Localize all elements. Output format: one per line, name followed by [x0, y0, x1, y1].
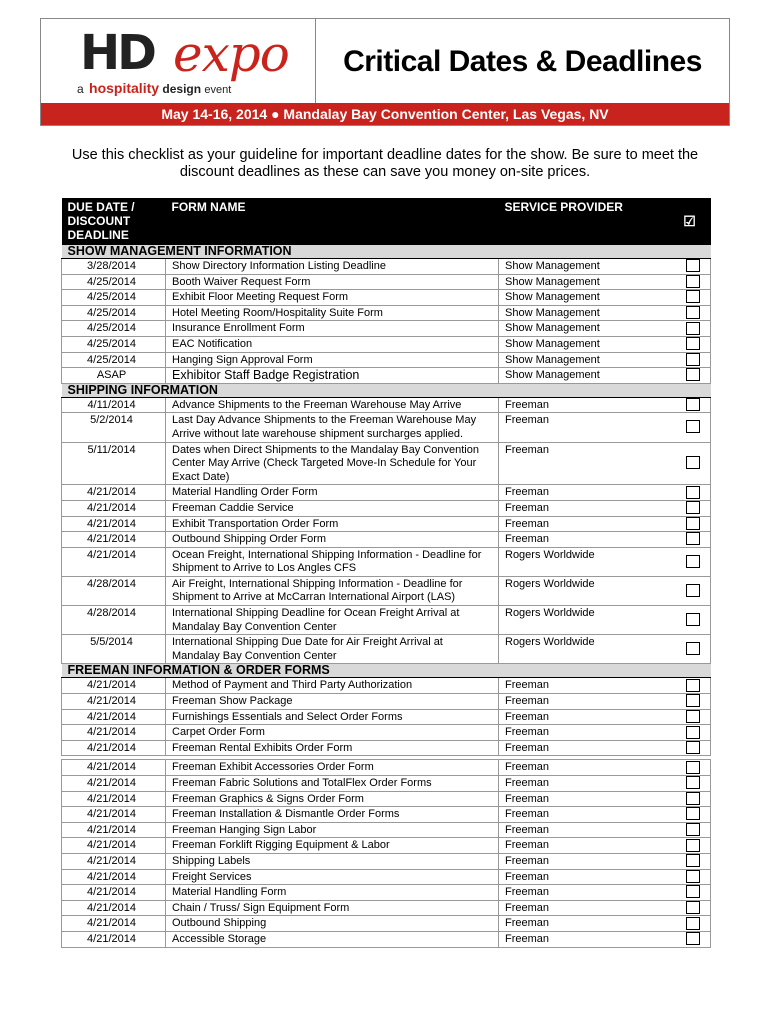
due-date-cell: ASAP	[62, 368, 166, 384]
due-date-cell: 4/21/2014	[62, 516, 166, 532]
due-date-cell: 4/25/2014	[62, 290, 166, 306]
due-date-cell: 5/2/2014	[62, 413, 166, 442]
form-name-cell: Method of Payment and Third Party Authorization	[166, 678, 499, 694]
checkbox-cell	[669, 869, 711, 885]
checkbox-cell	[669, 352, 711, 368]
service-provider-cell: Freeman	[499, 931, 669, 947]
form-name-cell: International Shipping Deadline for Ocean Freight Arrival at Mandalay Bay Convention Center	[166, 606, 499, 635]
service-provider-cell: Show Management	[499, 274, 669, 290]
logo-tagline	[77, 80, 231, 96]
deadline-checklist-table	[61, 198, 711, 948]
checkbox-cell	[669, 694, 711, 710]
checkbox[interactable]	[686, 353, 700, 366]
due-date-cell: 4/11/2014	[62, 397, 166, 413]
table-row	[62, 791, 711, 807]
form-name-cell: Exhibitor Staff Badge Registration	[166, 368, 499, 384]
section-title: SHOW MANAGEMENT INFORMATION	[62, 245, 711, 259]
hdexpo-logo	[41, 19, 316, 105]
checkbox-cell	[669, 547, 711, 576]
table-row	[62, 500, 711, 516]
form-name-cell: Advance Shipments to the Freeman Warehouse May Arrive	[166, 397, 499, 413]
form-name-cell: Outbound Shipping Order Form	[166, 532, 499, 548]
table-row	[62, 635, 711, 664]
checkbox-header-icon: ☑	[669, 198, 711, 245]
header-due-date: DUE DATE / DISCOUNT DEADLINE	[62, 198, 166, 245]
service-provider-cell: Freeman	[499, 740, 669, 756]
form-name-cell: Freeman Forklift Rigging Equipment & Labor	[166, 838, 499, 854]
table-row	[62, 485, 711, 501]
service-provider-cell: Freeman	[499, 442, 669, 485]
service-provider-cell: Freeman	[499, 725, 669, 741]
checkbox-cell	[669, 336, 711, 352]
checkbox-cell	[669, 321, 711, 337]
service-provider-cell: Freeman	[499, 885, 669, 901]
table-row	[62, 576, 711, 605]
form-name-cell: Exhibit Floor Meeting Request Form	[166, 290, 499, 306]
service-provider-cell: Rogers Worldwide	[499, 635, 669, 664]
checkbox[interactable]	[686, 337, 700, 350]
table-row	[62, 838, 711, 854]
logo-expo-text: expo	[173, 25, 289, 83]
service-provider-cell: Show Management	[499, 259, 669, 275]
due-date-cell: 3/28/2014	[62, 259, 166, 275]
checkbox-cell	[669, 500, 711, 516]
checkbox[interactable]	[686, 306, 700, 319]
table-row	[62, 807, 711, 823]
service-provider-cell: Rogers Worldwide	[499, 606, 669, 635]
table-header-row	[62, 198, 711, 245]
form-name-cell: Show Directory Information Listing Deadline	[166, 259, 499, 275]
table-row	[62, 740, 711, 756]
service-provider-cell: Freeman	[499, 900, 669, 916]
page-title: Critical Dates & Deadlines	[343, 45, 702, 78]
checkbox[interactable]	[686, 710, 700, 723]
service-provider-cell: Freeman	[499, 678, 669, 694]
service-provider-cell: Rogers Worldwide	[499, 547, 669, 576]
table-row	[62, 368, 711, 384]
due-date-cell: 4/21/2014	[62, 740, 166, 756]
checkbox[interactable]	[686, 398, 700, 411]
due-date-cell: 4/21/2014	[62, 725, 166, 741]
checkbox[interactable]	[686, 807, 700, 820]
form-name-cell: EAC Notification	[166, 336, 499, 352]
checkbox[interactable]	[686, 420, 700, 433]
checkbox[interactable]	[686, 259, 700, 272]
due-date-cell: 4/21/2014	[62, 885, 166, 901]
checkbox[interactable]	[686, 901, 700, 914]
checkbox-cell	[669, 776, 711, 792]
form-name-cell: Freeman Show Package	[166, 694, 499, 710]
checkbox-cell	[669, 760, 711, 776]
due-date-cell: 5/11/2014	[62, 442, 166, 485]
table-body	[62, 245, 711, 948]
checkbox-cell	[669, 606, 711, 635]
form-name-cell: Freeman Graphics & Signs Order Form	[166, 791, 499, 807]
checkbox[interactable]	[686, 456, 700, 469]
service-provider-cell: Freeman	[499, 791, 669, 807]
service-provider-cell: Show Management	[499, 305, 669, 321]
checkbox-cell	[669, 709, 711, 725]
checkbox[interactable]	[686, 290, 700, 303]
form-name-cell: Dates when Direct Shipments to the Mandalay Bay Convention Center May Arrive (Check Targeted Move-In Schedule for Your Exact Date)	[166, 442, 499, 485]
form-name-cell: Air Freight, International Shipping Information - Deadline for Shipment to Arrive at McCarran International Airport (LAS)	[166, 576, 499, 605]
service-provider-cell: Show Management	[499, 352, 669, 368]
form-name-cell: Chain / Truss/ Sign Equipment Form	[166, 900, 499, 916]
service-provider-cell: Show Management	[499, 290, 669, 306]
checkbox[interactable]	[686, 555, 700, 568]
due-date-cell: 5/5/2014	[62, 635, 166, 664]
table-row	[62, 547, 711, 576]
checkbox[interactable]	[686, 870, 700, 883]
checkbox-cell	[669, 259, 711, 275]
checkbox-cell	[669, 290, 711, 306]
form-name-cell: Furnishings Essentials and Select Order Forms	[166, 709, 499, 725]
form-name-cell: International Shipping Due Date for Air Freight Arrival at Mandalay Bay Convention Center	[166, 635, 499, 664]
table-row	[62, 413, 711, 442]
checkbox[interactable]	[686, 839, 700, 852]
service-provider-cell: Freeman	[499, 532, 669, 548]
section-header-row	[62, 383, 711, 397]
table-row	[62, 916, 711, 932]
checkbox-cell	[669, 822, 711, 838]
checkbox-cell	[669, 532, 711, 548]
service-provider-cell: Freeman	[499, 760, 669, 776]
due-date-cell: 4/25/2014	[62, 305, 166, 321]
table-row	[62, 822, 711, 838]
due-date-cell: 4/21/2014	[62, 709, 166, 725]
due-date-cell: 4/21/2014	[62, 776, 166, 792]
checkbox[interactable]	[686, 613, 700, 626]
service-provider-cell: Freeman	[499, 709, 669, 725]
service-provider-cell: Freeman	[499, 397, 669, 413]
due-date-cell: 4/21/2014	[62, 822, 166, 838]
checkbox-cell	[669, 838, 711, 854]
due-date-cell: 4/21/2014	[62, 807, 166, 823]
checkbox[interactable]	[686, 517, 700, 530]
checkbox[interactable]	[686, 761, 700, 774]
checkbox[interactable]	[686, 275, 700, 288]
form-name-cell: Accessible Storage	[166, 931, 499, 947]
service-provider-cell: Freeman	[499, 869, 669, 885]
header-service-provider: SERVICE PROVIDER	[499, 198, 669, 245]
logo-hd-text: HD	[80, 25, 155, 81]
checkbox-cell	[669, 368, 711, 384]
table-row	[62, 709, 711, 725]
service-provider-cell: Freeman	[499, 413, 669, 442]
service-provider-cell: Rogers Worldwide	[499, 576, 669, 605]
form-name-cell: Hanging Sign Approval Form	[166, 352, 499, 368]
due-date-cell: 4/21/2014	[62, 485, 166, 501]
table-row	[62, 869, 711, 885]
section-header-row	[62, 664, 711, 678]
due-date-cell: 4/21/2014	[62, 791, 166, 807]
checkbox[interactable]	[686, 792, 700, 805]
table-row	[62, 853, 711, 869]
service-provider-cell: Freeman	[499, 807, 669, 823]
due-date-cell: 4/28/2014	[62, 576, 166, 605]
service-provider-cell: Show Management	[499, 368, 669, 384]
checkbox[interactable]	[686, 776, 700, 789]
table-row	[62, 259, 711, 275]
form-name-cell: Freeman Caddie Service	[166, 500, 499, 516]
due-date-cell: 4/21/2014	[62, 853, 166, 869]
checkbox[interactable]	[686, 501, 700, 514]
table-row	[62, 885, 711, 901]
service-provider-cell: Show Management	[499, 336, 669, 352]
form-name-cell: Freight Services	[166, 869, 499, 885]
due-date-cell: 4/21/2014	[62, 532, 166, 548]
service-provider-cell: Freeman	[499, 853, 669, 869]
table-row	[62, 900, 711, 916]
due-date-cell: 4/21/2014	[62, 678, 166, 694]
table-row	[62, 516, 711, 532]
due-date-cell: 4/21/2014	[62, 547, 166, 576]
form-name-cell: Freeman Rental Exhibits Order Form	[166, 740, 499, 756]
form-name-cell: Freeman Hanging Sign Labor	[166, 822, 499, 838]
form-name-cell: Last Day Advance Shipments to the Freeman Warehouse May Arrive without late warehouse shipment surcharges applied.	[166, 413, 499, 442]
checkbox-cell	[669, 740, 711, 756]
table-row	[62, 694, 711, 710]
form-name-cell: Freeman Exhibit Accessories Order Form	[166, 760, 499, 776]
checkbox[interactable]	[686, 917, 700, 930]
due-date-cell: 4/21/2014	[62, 869, 166, 885]
checkbox-cell	[669, 485, 711, 501]
form-name-cell: Outbound Shipping	[166, 916, 499, 932]
due-date-cell: 4/21/2014	[62, 694, 166, 710]
checkbox-cell	[669, 274, 711, 290]
table-row	[62, 397, 711, 413]
table-row	[62, 290, 711, 306]
due-date-cell: 4/21/2014	[62, 760, 166, 776]
service-provider-cell: Show Management	[499, 321, 669, 337]
logo-tag-prefix: a	[77, 82, 84, 96]
checkbox-cell	[669, 413, 711, 442]
header-form-name: FORM NAME	[166, 198, 499, 245]
checkbox[interactable]	[686, 322, 700, 335]
section-title: FREEMAN INFORMATION & ORDER FORMS	[62, 664, 711, 678]
table-row	[62, 305, 711, 321]
due-date-cell: 4/21/2014	[62, 931, 166, 947]
section-title: SHIPPING INFORMATION	[62, 383, 711, 397]
service-provider-cell: Freeman	[499, 500, 669, 516]
service-provider-cell: Freeman	[499, 694, 669, 710]
due-date-cell: 4/21/2014	[62, 916, 166, 932]
table-row	[62, 776, 711, 792]
checkbox-cell	[669, 397, 711, 413]
checkbox-cell	[669, 900, 711, 916]
checkbox-cell	[669, 885, 711, 901]
service-provider-cell: Freeman	[499, 516, 669, 532]
form-name-cell: Freeman Installation & Dismantle Order Forms	[166, 807, 499, 823]
table-row	[62, 931, 711, 947]
event-banner: May 14-16, 2014 ● Mandalay Bay Convention Center, Las Vegas, NV	[41, 103, 729, 125]
table-row	[62, 352, 711, 368]
checkbox-cell	[669, 516, 711, 532]
logo-tag-design: design	[162, 82, 202, 96]
checkbox-cell	[669, 678, 711, 694]
due-date-cell: 4/28/2014	[62, 606, 166, 635]
checkbox[interactable]	[686, 854, 700, 867]
table-row	[62, 274, 711, 290]
checkbox[interactable]	[686, 741, 700, 754]
due-date-cell: 4/25/2014	[62, 321, 166, 337]
checkbox-cell	[669, 853, 711, 869]
checkbox[interactable]	[686, 532, 700, 545]
table-row	[62, 725, 711, 741]
checkbox-cell	[669, 442, 711, 485]
form-name-cell: Freeman Fabric Solutions and TotalFlex Order Forms	[166, 776, 499, 792]
checkbox-cell	[669, 725, 711, 741]
due-date-cell: 4/21/2014	[62, 838, 166, 854]
logo-tag-hospitality: hospitality	[89, 80, 160, 96]
table-row	[62, 321, 711, 337]
due-date-cell: 4/25/2014	[62, 352, 166, 368]
checkbox-cell	[669, 807, 711, 823]
service-provider-cell: Freeman	[499, 485, 669, 501]
table-row	[62, 760, 711, 776]
checkbox-cell	[669, 635, 711, 664]
form-name-cell: Hotel Meeting Room/Hospitality Suite Form	[166, 305, 499, 321]
checkbox[interactable]	[686, 885, 700, 898]
section-header-row	[62, 245, 711, 259]
checkbox[interactable]	[686, 368, 700, 381]
table-row	[62, 532, 711, 548]
checkbox[interactable]	[686, 584, 700, 597]
form-name-cell: Material Handling Form	[166, 885, 499, 901]
checkbox[interactable]	[686, 694, 700, 707]
checkbox-cell	[669, 931, 711, 947]
checkbox[interactable]	[686, 823, 700, 836]
due-date-cell: 4/21/2014	[62, 900, 166, 916]
logo-tag-event: event	[204, 84, 232, 96]
service-provider-cell: Freeman	[499, 822, 669, 838]
form-name-cell: Ocean Freight, International Shipping Information - Deadline for Shipment to Arrive to Los Angles CFS	[166, 547, 499, 576]
checkbox-cell	[669, 576, 711, 605]
table-row	[62, 678, 711, 694]
checkbox[interactable]	[686, 642, 700, 655]
service-provider-cell: Freeman	[499, 838, 669, 854]
checkbox[interactable]	[686, 932, 700, 945]
table-row	[62, 606, 711, 635]
table-row	[62, 336, 711, 352]
form-name-cell: Insurance Enrollment Form	[166, 321, 499, 337]
form-name-cell: Material Handling Order Form	[166, 485, 499, 501]
checkbox[interactable]	[686, 486, 700, 499]
checkbox[interactable]	[686, 679, 700, 692]
form-name-cell: Booth Waiver Request Form	[166, 274, 499, 290]
intro-text: Use this checklist as your guideline for important deadline dates for the show. Be sure to meet the discount deadlines as these can save you money on-site prices.	[71, 147, 699, 180]
checkbox[interactable]	[686, 726, 700, 739]
form-name-cell: Carpet Order Form	[166, 725, 499, 741]
form-name-cell: Shipping Labels	[166, 853, 499, 869]
checkbox-cell	[669, 791, 711, 807]
service-provider-cell: Freeman	[499, 916, 669, 932]
title-area	[316, 19, 729, 105]
service-provider-cell: Freeman	[499, 776, 669, 792]
checkbox-cell	[669, 916, 711, 932]
due-date-cell: 4/21/2014	[62, 500, 166, 516]
table-row	[62, 442, 711, 485]
form-name-cell: Exhibit Transportation Order Form	[166, 516, 499, 532]
checkbox-cell	[669, 305, 711, 321]
header	[40, 18, 730, 126]
due-date-cell: 4/25/2014	[62, 336, 166, 352]
due-date-cell: 4/25/2014	[62, 274, 166, 290]
